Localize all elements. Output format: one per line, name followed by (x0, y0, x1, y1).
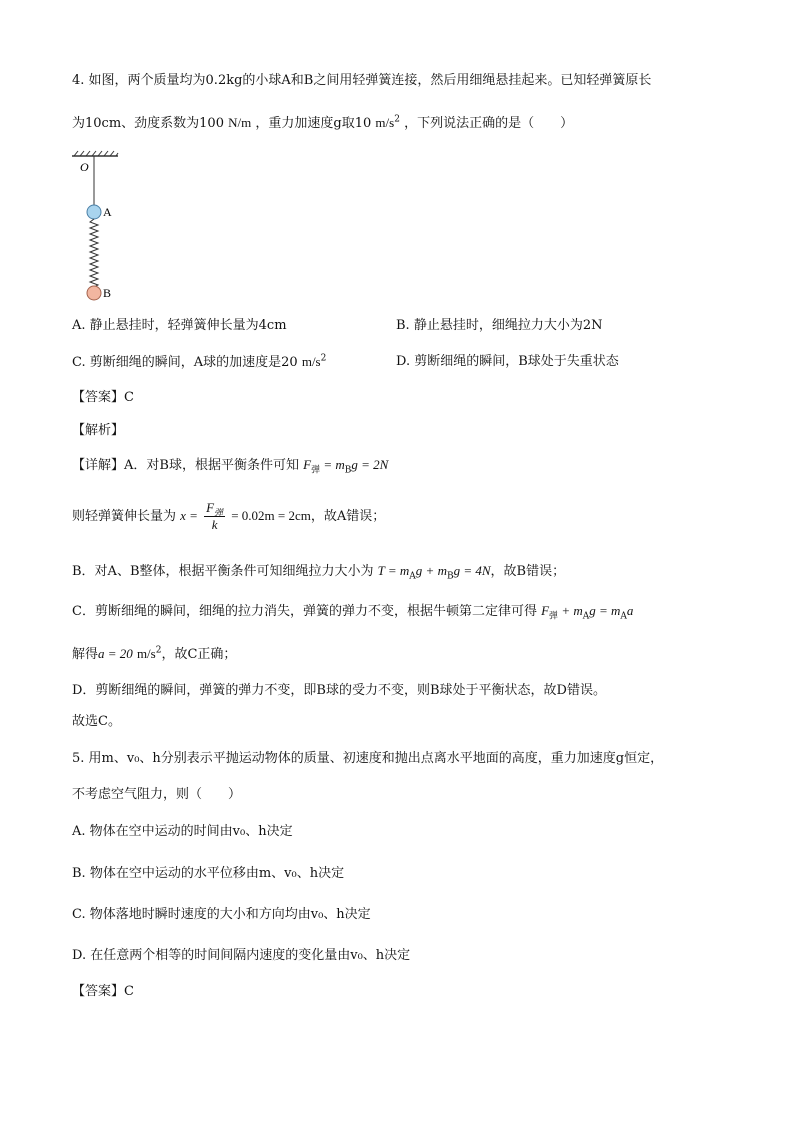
q4-stem-text-b: ，重力加速度g取10 (255, 116, 372, 131)
detail-b-eq-sub: A (409, 571, 416, 582)
detail-b-post: ，故B错误； (490, 564, 566, 579)
ext-pre: 则轻弹簧伸长量为 (72, 509, 177, 524)
detail-b-eq2: g + m (415, 563, 447, 578)
ball-b (87, 286, 101, 300)
solve-unit: m/s (136, 646, 156, 661)
detail-c-eq2: + m (558, 603, 583, 618)
label-b: B (103, 286, 112, 300)
detail-tag: 【详解】 (72, 458, 125, 473)
eq1-end: g = 2N (351, 457, 389, 472)
spring (90, 219, 98, 287)
ext-den: k (211, 517, 218, 532)
ext-x: x = (180, 508, 198, 523)
eq1-sub: 弹 (311, 465, 321, 476)
detail-c-eq1: F (541, 603, 550, 618)
eq1-f: F (303, 457, 312, 472)
q4-option-a: A. 静止悬挂时，轻弹簧伸长量为4cm (72, 318, 287, 333)
q4-option-c-unit: m/s (301, 354, 321, 369)
ext-num-sub: 弹 (214, 507, 224, 518)
q4-stem-line1: 4. 如图，两个质量均为0.2kg的小球A和B之间用轻弹簧连接，然后用细绳悬挂起来。已知轻弹簧原长 (72, 73, 652, 88)
q5-answer-tag: 【答案】 (72, 984, 125, 999)
eq1-rest: = m (320, 457, 345, 472)
detail-c-eq3-sub: A (620, 611, 627, 622)
q4-analysis-tag: 【解析】 (72, 423, 125, 438)
detail-c-eq3: g = m (589, 603, 621, 618)
q4-stem-text-c: ，下列说法正确的是（ ） (404, 116, 574, 131)
detail-b-eq3: g = 4N (453, 563, 491, 578)
detail-b-text: B．对A、B整体，根据平衡条件可知细绳拉力大小为 (72, 564, 374, 579)
q5-stem-line1: 5. 用m、v₀、h分别表示平抛运动物体的质量、初速度和抛出点离水平地面的高度，重力加速度g恒定， (72, 751, 664, 766)
solve-post: ，故C正确； (161, 647, 237, 662)
ext-num: F (206, 500, 215, 515)
ball-a (87, 205, 101, 219)
solve-pre: 解得 (72, 647, 99, 662)
q5-option-a: A. 物体在空中运动的时间由v₀、h决定 (72, 824, 293, 839)
answer-tag: 【答案】 (72, 390, 125, 405)
q4-conclusion: 故选C。 (72, 714, 121, 729)
detail-b-eq2-sub: B (446, 571, 454, 582)
q4-detail-b (72, 562, 565, 581)
q4-option-b: B. 静止悬挂时，细绳拉力大小为2N (396, 318, 603, 333)
detail-c-text: C．剪断细绳的瞬间，细绳的拉力消失，弹簧的弹力不变，根据牛顿第二定律可得 (72, 604, 537, 619)
q4-option-c-text: C. 剪断细绳的瞬间，A球的加速度是20 (72, 355, 298, 370)
q5-answer-value: C (124, 984, 134, 999)
spring-ball-diagram (72, 150, 132, 304)
q4-detail-c (72, 602, 633, 621)
q4-stem-unit2: m/s (375, 115, 395, 130)
ext-post: ，故A错误； (310, 509, 386, 524)
ext-fraction (204, 500, 225, 533)
detail-c-eq1-sub: 弹 (549, 611, 559, 622)
q4-stem-line2: 为10cm、劲度系数为100 N/m ，重力加速度g取10 $m/s^2$ ，下列说法正确的是（ ） (72, 114, 574, 131)
q4-stem-unit: N/m (228, 115, 252, 130)
q4-extension-line (72, 500, 385, 533)
detail-c-eq4: a (626, 603, 634, 618)
q5-option-c: C. 物体落地时瞬时速度的大小和方向均由v₀、h决定 (72, 907, 371, 922)
q4-stem-text-a: 为10cm、劲度系数为100 (72, 116, 224, 131)
detail-a-text: A．对B球，根据平衡条件可知 (124, 458, 299, 473)
answer-value: C (124, 390, 134, 405)
q4-detail-a (72, 456, 388, 475)
q5-option-b: B. 物体在空中运动的水平位移由m、v₀、h决定 (72, 866, 345, 881)
q5-option-d: D. 在任意两个相等的时间间隔内速度的变化量由v₀、h决定 (72, 948, 411, 963)
q4-option-c: C. 剪断细绳的瞬间，A球的加速度是20 $m/s^2$ (72, 353, 327, 370)
q4-solve-line: 解得a = 20 $m/s^2$，故C正确； (72, 645, 237, 662)
q5-stem-line2: 不考虑空气阻力，则（ ） (72, 787, 242, 802)
label-o: O (80, 160, 89, 174)
q4-detail-d: D．剪断细绳的瞬间，弹簧的弹力不变，即B球的受力不变，则B球处于平衡状态，故D错误。 (72, 683, 606, 698)
q4-answer (72, 389, 134, 407)
eq1-sub2: B (344, 465, 352, 476)
detail-b-eq: T = m (377, 563, 410, 578)
solve-eq: a = 20 (98, 646, 133, 661)
detail-c-eq2-sub: A (582, 611, 590, 622)
label-a: A (103, 205, 112, 219)
q5-answer (72, 983, 134, 1001)
q4-option-d: D. 剪断细绳的瞬间，B球处于失重状态 (396, 354, 619, 369)
ext-result: = 0.02m = 2cm (231, 508, 311, 523)
